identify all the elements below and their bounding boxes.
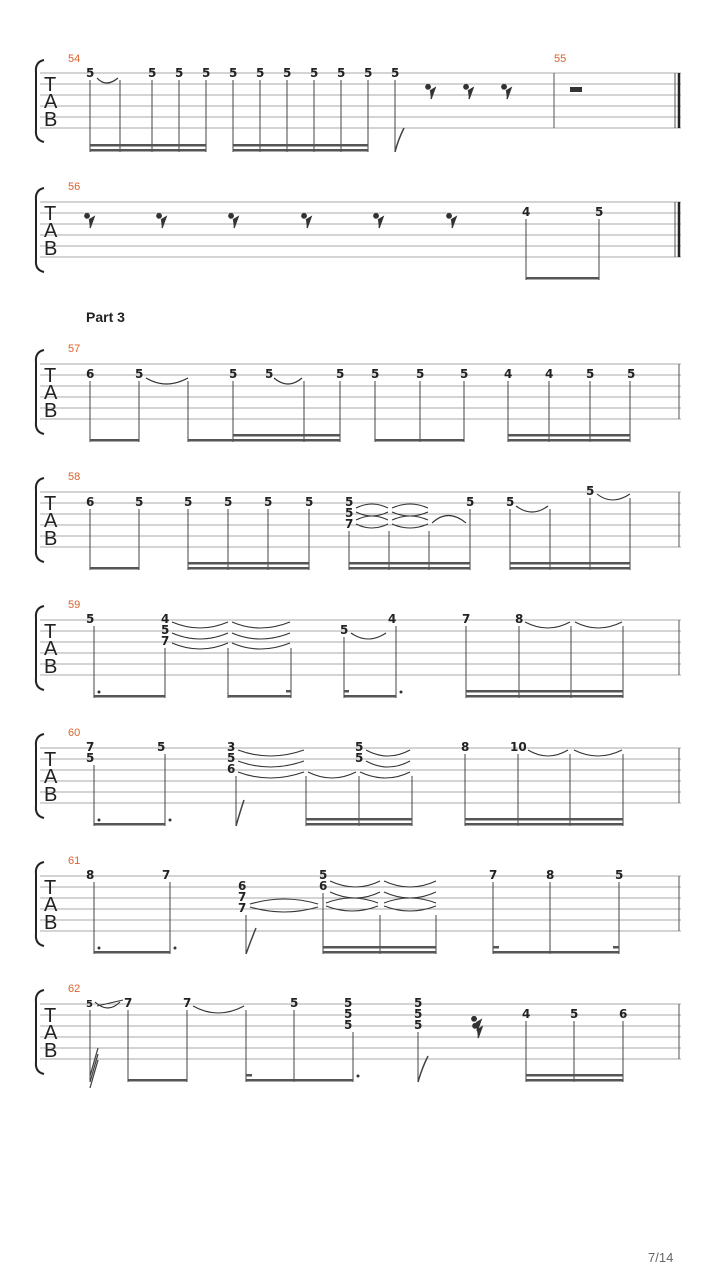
fret-number: 5 [175, 66, 184, 80]
tab-system-7 [36, 855, 681, 954]
fret-number: 4 [522, 1007, 531, 1021]
fret-number: 5 [344, 1018, 353, 1032]
fret-number: 5 [595, 205, 604, 219]
measure-number: 57 [68, 343, 81, 355]
measure-number: 59 [68, 599, 81, 611]
fret-number: 5 [627, 367, 636, 381]
staff-lines [40, 73, 681, 128]
fret-number: 5 [355, 751, 364, 765]
fret-number: 7 [238, 890, 247, 904]
fret-number: 5 [283, 66, 292, 80]
fret-number: 5 [344, 1007, 353, 1021]
fret-number: 7 [162, 868, 171, 882]
fret-number: 5 [336, 367, 345, 381]
fret-number: 5 [337, 66, 346, 80]
measure-number: 56 [68, 181, 81, 193]
clef-a: A [44, 766, 58, 788]
fret-number: 5 [135, 495, 144, 509]
measure-number: 55 [554, 53, 567, 65]
fret-number: 5 [310, 66, 319, 80]
fret-number: 3 [227, 740, 236, 754]
fret-number: 5 [340, 623, 349, 637]
fret-number: 5 [86, 66, 95, 80]
clef-t: T [44, 365, 57, 387]
fret-number: 5 [345, 506, 354, 520]
fret-number: 8 [546, 868, 555, 882]
clef-b: B [44, 656, 58, 678]
fret-number: 5 [414, 1018, 423, 1032]
fret-number: 5 [184, 495, 193, 509]
fret-number: 6 [86, 495, 95, 509]
system-brace [36, 990, 44, 1074]
fret-number: 7 [238, 901, 247, 915]
fret-number: 5 [135, 367, 144, 381]
clef-b: B [44, 400, 58, 422]
tab-system-1 [36, 53, 681, 152]
fret-number: 8 [461, 740, 470, 754]
fret-number: 5 [224, 495, 233, 509]
clef-a: A [44, 638, 58, 660]
fret-number: 6 [227, 762, 236, 776]
clef-b: B [44, 238, 58, 260]
fret-number: 5 [148, 66, 157, 80]
clef-t: T [44, 621, 57, 643]
clef-a: A [44, 894, 58, 916]
fret-number: 5 [256, 66, 265, 80]
fret-number: 5 [229, 367, 238, 381]
tab-system-3 [36, 343, 681, 442]
fret-number: 5 [586, 367, 595, 381]
clef-b: B [44, 912, 58, 934]
clef-t: T [44, 74, 57, 96]
fret-number: 5 [86, 999, 93, 1010]
fret-number: 5 [345, 495, 354, 509]
fret-number: 4 [504, 367, 513, 381]
fret-number: 5 [202, 66, 211, 80]
tab-system-5 [36, 599, 681, 698]
system-brace [36, 734, 44, 818]
fret-number: 8 [86, 868, 95, 882]
fret-number: 7 [183, 996, 192, 1010]
clef-t: T [44, 203, 57, 225]
clef-b: B [44, 528, 58, 550]
fret-number: 5 [506, 495, 515, 509]
system-brace [36, 188, 44, 272]
fret-number: 5 [466, 495, 475, 509]
clef-a: A [44, 91, 58, 113]
measure-number: 54 [68, 53, 81, 65]
fret-number: 5 [290, 996, 299, 1010]
fret-number: 5 [344, 996, 353, 1010]
measure-number: 62 [68, 983, 81, 995]
clef-t: T [44, 877, 57, 899]
system-brace [36, 606, 44, 690]
fret-number: 6 [619, 1007, 628, 1021]
system-brace [36, 60, 44, 142]
fret-number: 7 [124, 996, 133, 1010]
tab-system-4 [36, 471, 681, 570]
system-brace [36, 862, 44, 946]
clef-a: A [44, 1022, 58, 1044]
measure-number: 61 [68, 855, 81, 867]
fret-number: 5 [319, 868, 328, 882]
fret-number: 5 [414, 996, 423, 1010]
fret-number: 5 [615, 868, 624, 882]
fret-number: 5 [391, 66, 400, 80]
fret-number: 7 [489, 868, 498, 882]
fret-number: 10 [510, 740, 527, 754]
clef-a: A [44, 510, 58, 532]
fret-number: 4 [522, 205, 531, 219]
fret-number: 6 [319, 879, 328, 893]
fret-number: 5 [414, 1007, 423, 1021]
fret-number: 5 [229, 66, 238, 80]
fret-number: 7 [345, 517, 354, 531]
section-label: Part 3 [86, 309, 125, 325]
fret-number: 5 [364, 66, 373, 80]
fret-number: 4 [545, 367, 554, 381]
fret-number: 5 [416, 367, 425, 381]
fret-number: 5 [265, 367, 274, 381]
fret-number: 5 [86, 751, 95, 765]
fret-number: 5 [586, 484, 595, 498]
measure-number: 58 [68, 471, 81, 483]
fret-number: 4 [388, 612, 397, 626]
system-brace [36, 350, 44, 434]
fret-number: 4 [161, 612, 170, 626]
fret-number: 5 [305, 495, 314, 509]
fret-number: 5 [355, 740, 364, 754]
clef-b: B [44, 109, 58, 131]
fret-number: 5 [86, 612, 95, 626]
fret-number: 5 [161, 623, 170, 637]
fret-number: 5 [460, 367, 469, 381]
clef-a: A [44, 382, 58, 404]
fret-number: 6 [238, 879, 247, 893]
clef-t: T [44, 749, 57, 771]
fret-number: 8 [515, 612, 524, 626]
fret-number: 7 [86, 740, 95, 754]
fret-number: 7 [462, 612, 471, 626]
tab-system-6 [36, 727, 681, 826]
fret-number: 5 [227, 751, 236, 765]
system-brace [36, 478, 44, 562]
fret-number: 5 [371, 367, 380, 381]
page-number: 7/14 [648, 1250, 674, 1265]
clef-t: T [44, 1005, 57, 1027]
clef-t: T [44, 493, 57, 515]
clef-a: A [44, 220, 58, 242]
fret-number: 5 [264, 495, 273, 509]
clef-b: B [44, 1040, 58, 1062]
tab-system-2 [36, 181, 681, 280]
fret-number: 6 [86, 367, 95, 381]
tab-system-8 [36, 983, 681, 1088]
fret-number: 5 [570, 1007, 579, 1021]
fret-number: 7 [161, 634, 170, 648]
fret-number: 5 [157, 740, 166, 754]
clef-b: B [44, 784, 58, 806]
measure-number: 60 [68, 727, 81, 739]
